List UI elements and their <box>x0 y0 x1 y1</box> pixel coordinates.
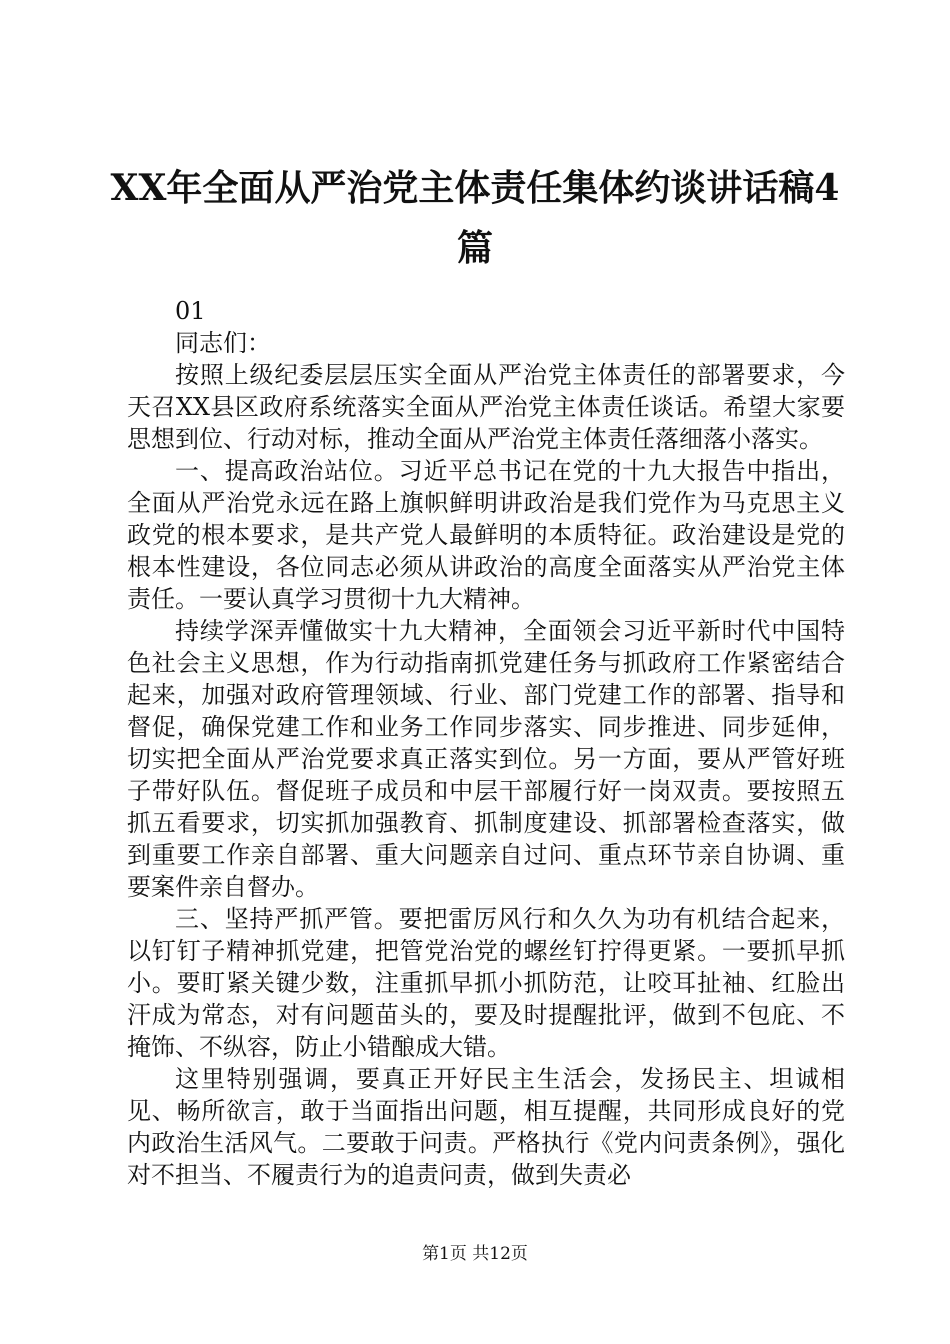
page-footer: 第1页 共12页 <box>422 1244 528 1264</box>
salutation: 同志们： <box>175 329 271 357</box>
section-number: 01 <box>175 297 206 325</box>
paragraph-1: 按照上级纪委层层压实全面从严治党主体责任的部署要求，今天召XX县区政府系统落实全面从严治党主体责任谈话。希望大家要思想到位、行动对标，推动全面从严治党主体责任落细落小落实。 <box>127 361 845 453</box>
document-body <box>127 295 845 1191</box>
document-title: XX年全面从严治党主体责任集体约谈讲话稿4篇 <box>110 167 840 269</box>
paragraph-5: 这里特别强调，要真正开好民主生活会，发扬民主、坦诚相见、畅所欲言，敢于当面指出问题，相互提醒，共同形成良好的党内政治生活风气。二要敢于问责。严格执行《党内问责条例》，强化对不担当、不履责行为的追责问责，做到失责必 <box>127 1065 845 1189</box>
paragraph-3: 持续学深弄懂做实十九大精神，全面领会习近平新时代中国特色社会主义思想，作为行动指南抓党建任务与抓政府工作紧密结合起来，加强对政府管理领域、行业、部门党建工作的部署、指导和督促，确保党建工作和业务工作同步落实、同步推进、同步延伸，切实把全面从严治党要求真正落实到位。另一方面，要从严管好班子带好队伍。督促班子成员和中层干部履行好一岗双责。要按照五抓五看要求，切实抓加强教育、抓制度建设、抓部署检查落实，做到重要工作亲自部署、重大问题亲自过问、重点环节亲自协调、重要案件亲自督办。 <box>127 617 845 901</box>
paragraph-2: 一、提高政治站位。习近平总书记在党的十九大报告中指出，全面从严治党永远在路上旗帜鲜明讲政治是我们党作为马克思主义政党的根本要求，是共产党人最鲜明的本质特征。政治建设是党的根本性建设，各位同志必须从讲政治的高度全面落实从严治党主体责任。一要认真学习贯彻十九大精神。 <box>127 457 845 613</box>
paragraph-4: 三、坚持严抓严管。要把雷厉风行和久久为功有机结合起来，以钉钉子精神抓党建，把管党治党的螺丝钉拧得更紧。一要抓早抓小。要盯紧关键少数，注重抓早抓小抓防范，让咬耳扯袖、红脸出汗成为常态，对有问题苗头的，要及时提醒批评，做到不包庇、不掩饰、不纵容，防止小错酿成大错。 <box>127 905 845 1061</box>
